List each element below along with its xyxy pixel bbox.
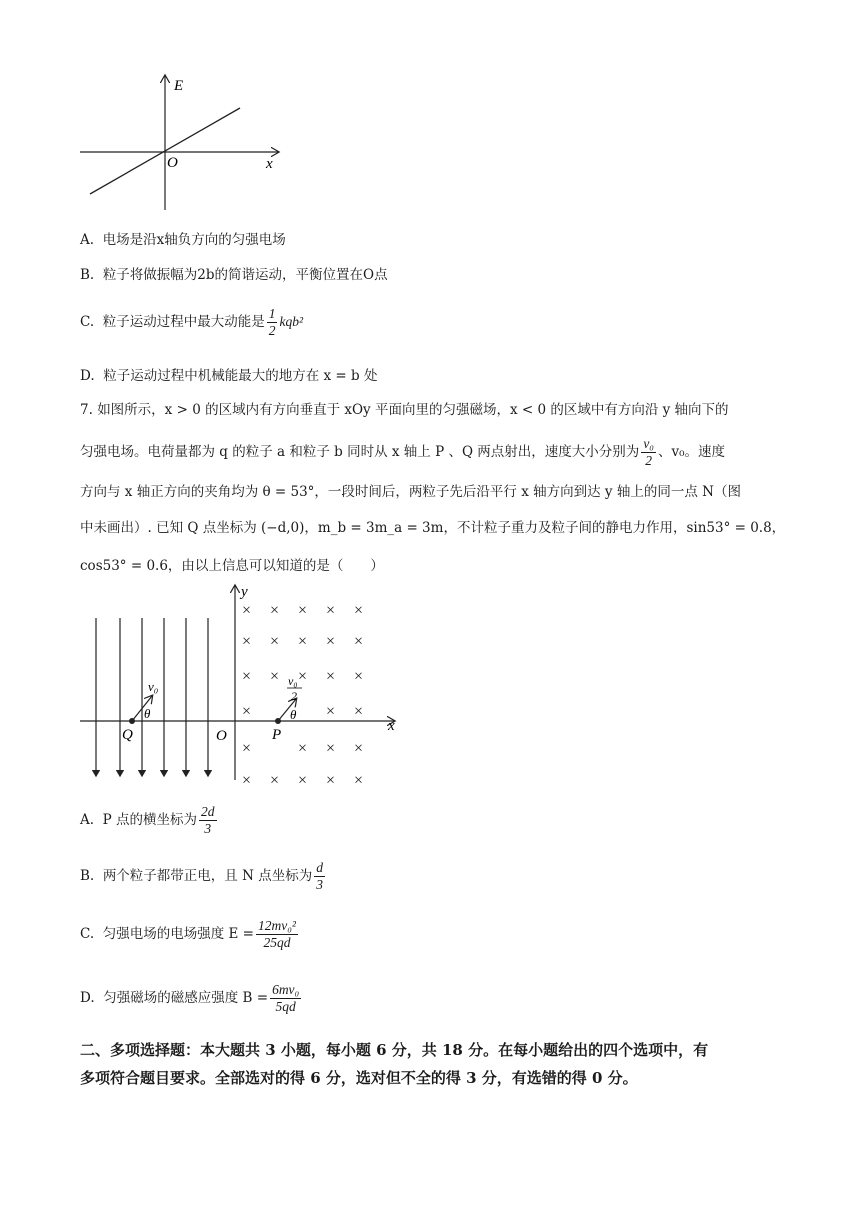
cross-mark: × bbox=[354, 633, 364, 650]
cross-mark: × bbox=[242, 602, 252, 619]
magnetic-field-crosses bbox=[242, 602, 363, 789]
p-label: P bbox=[272, 727, 282, 743]
cross-mark: × bbox=[298, 668, 308, 685]
cross-mark: × bbox=[326, 602, 336, 619]
x-axis-label: x bbox=[388, 718, 395, 734]
q7-option-c[interactable]: C. 匀强电场的电场强度 E = $\frac{\text{12mv₀²}}{25qd}$ bbox=[80, 918, 296, 950]
theta-label-p: θ bbox=[290, 707, 297, 722]
cross-mark: × bbox=[242, 772, 252, 789]
cross-mark: × bbox=[270, 772, 280, 789]
cross-mark: × bbox=[354, 703, 364, 720]
cross-mark: × bbox=[298, 602, 308, 619]
cross-mark: × bbox=[270, 633, 280, 650]
v0-label: v₀ bbox=[148, 679, 159, 694]
e-axis-label: E bbox=[174, 78, 184, 94]
fraction-b: $\frac{\text{6mv₀}}{5qd}$ bbox=[272, 982, 300, 1014]
v0-half-num: v₀ bbox=[288, 674, 298, 688]
cross-mark: × bbox=[298, 633, 308, 650]
q7-option-d[interactable]: D. 匀强磁场的磁感应强度 B = $\frac{\text{6mv₀}}{5qd}$ bbox=[80, 982, 300, 1014]
origin-label: O bbox=[216, 728, 227, 744]
cross-mark: × bbox=[354, 602, 364, 619]
q6-option-a[interactable]: A. 电场是沿x轴负方向的匀强电场 bbox=[80, 232, 286, 248]
q7-line-3: 方向与 x 轴正方向的夹角均为 θ = 53°，一段时间后，两粒子先后沿平行 x 轴方向到达 y 轴上的同一点 N（图 bbox=[80, 484, 741, 500]
y-axis-label: y bbox=[241, 584, 248, 600]
cross-mark: × bbox=[242, 633, 252, 650]
cross-mark: × bbox=[270, 602, 280, 619]
q7-option-a[interactable]: A. P 点的横坐标为 $\frac{2d}{3}$ bbox=[80, 804, 215, 836]
cross-mark: × bbox=[270, 668, 280, 685]
fraction-half: $\frac{1}{2}$ bbox=[268, 306, 276, 338]
q6-option-c[interactable]: C. 粒子运动过程中最大动能是 $\frac{1}{2}$ kqb² bbox=[80, 306, 304, 338]
cross-mark: × bbox=[354, 740, 364, 757]
fraction-v0-half: $\frac{\text{v₀}}{2}$ bbox=[643, 436, 654, 468]
fraction-e: $\frac{\text{12mv₀²}}{25qd}$ bbox=[257, 918, 296, 950]
q7-line-1: 7. 如图所示，x > 0 的区域内有方向垂直于 xOy 平面向里的匀强磁场，x < 0 的区域中有方向沿 y 轴向下的 bbox=[80, 402, 729, 418]
cross-mark: × bbox=[326, 668, 336, 685]
cross-mark: × bbox=[242, 703, 252, 720]
section2-line-2: 多项符合题目要求。全部选对的得 6 分，选对但不全的得 3 分，有选错的得 0 分。 bbox=[80, 1069, 638, 1087]
fraction-d-3: $\frac{d}{3}$ bbox=[316, 860, 323, 892]
q7-line-2: 匀强电场。电荷量都为 q 的粒子 a 和粒子 b 同时从 x 轴上 P 、Q 两点射出，速度大小分别为 $\frac{\text{v₀}}{2}$ 、v₀。速度 bbox=[80, 436, 726, 468]
cross-mark: × bbox=[326, 703, 336, 720]
q-label: Q bbox=[122, 727, 133, 743]
cross-mark: × bbox=[354, 668, 364, 685]
theta-label-q: θ bbox=[144, 706, 151, 721]
origin-label: O bbox=[167, 155, 178, 171]
electric-field-lines bbox=[96, 618, 208, 776]
x-axis-label: x bbox=[266, 156, 273, 172]
cross-mark: × bbox=[242, 668, 252, 685]
q7-line-4: 中未画出）. 已知 Q 点坐标为 (−d,0)，m_b = 3m_a = 3m，不计粒子重力及粒子间的静电力作用，sin53° = 0.8， bbox=[80, 520, 786, 536]
q6-option-d[interactable]: D. 粒子运动过程中机械能最大的地方在 x = b 处 bbox=[80, 368, 378, 384]
cross-mark: × bbox=[326, 772, 336, 789]
cross-mark: × bbox=[298, 740, 308, 757]
cross-mark: × bbox=[298, 772, 308, 789]
cross-mark: × bbox=[242, 740, 252, 757]
v0-half-den: 2 bbox=[291, 689, 297, 703]
section2-line-1: 二、多项选择题：本大题共 3 小题，每小题 6 分，共 18 分。在每小题给出的四个选项中，有 bbox=[80, 1041, 709, 1059]
cross-mark: × bbox=[326, 740, 336, 757]
fraction-2d-3: $\frac{2d}{3}$ bbox=[201, 804, 215, 836]
cross-mark: × bbox=[354, 772, 364, 789]
e-x-graph bbox=[70, 70, 290, 215]
q7-line-5: cos53° = 0.6，由以上信息可以知道的是（ ） bbox=[80, 558, 384, 574]
field-diagram bbox=[76, 580, 406, 790]
q6-option-b[interactable]: B. 粒子将做振幅为2b的简谐运动，平衡位置在O点 bbox=[80, 267, 388, 283]
cross-mark: × bbox=[326, 633, 336, 650]
q7-option-b[interactable]: B. 两个粒子都带正电，且 N 点坐标为 $\frac{d}{3}$ bbox=[80, 860, 323, 892]
